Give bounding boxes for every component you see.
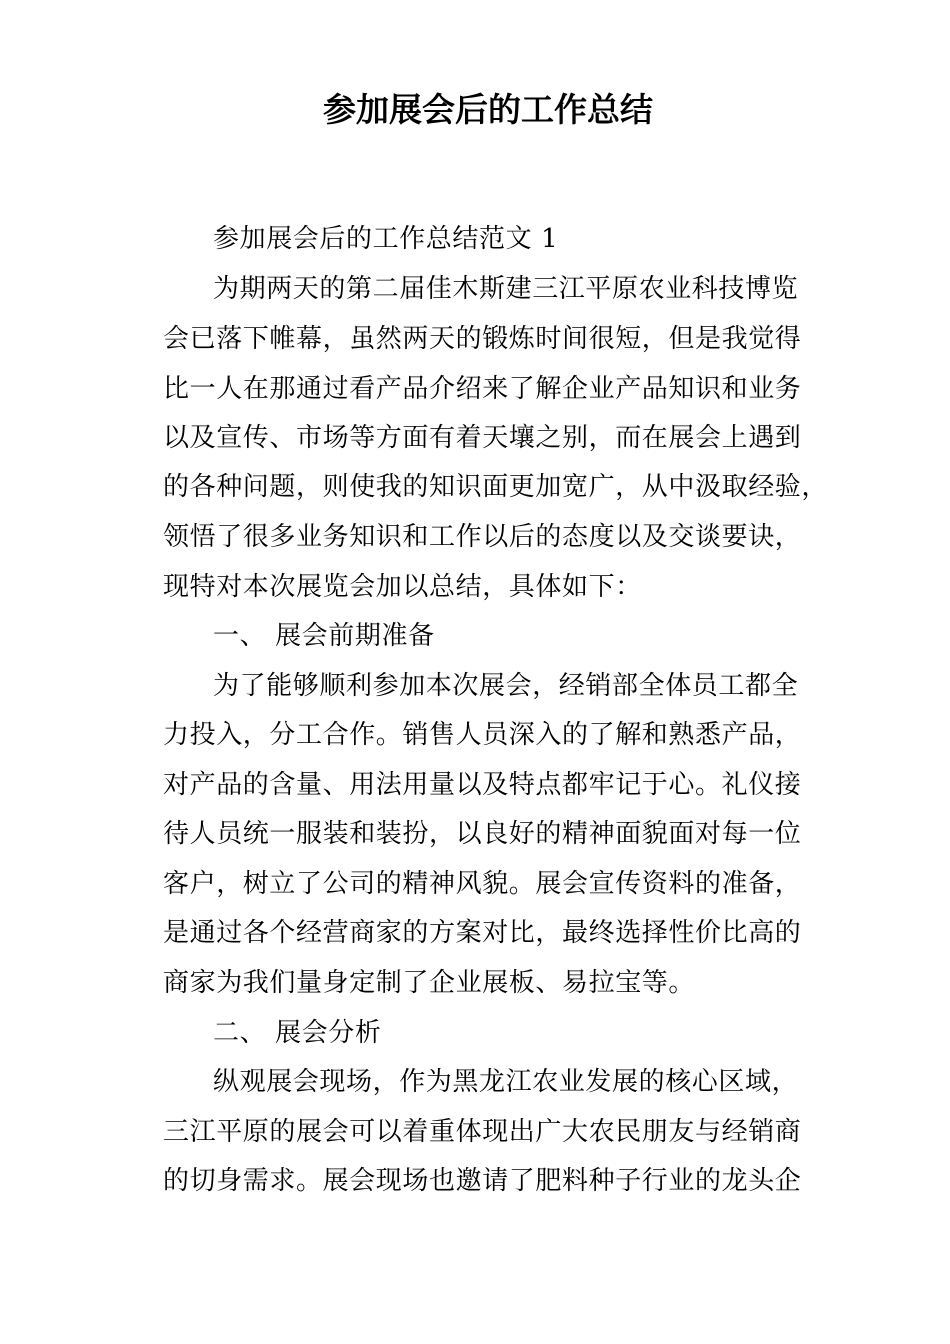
- paragraph-line: 商家为我们量身定制了企业展板、易拉宝等。: [163, 968, 696, 998]
- paragraph-line: 比一人在那通过看产品介绍来了解企业产品知识和业务: [163, 374, 802, 404]
- section-heading: 二、 展会分析: [213, 1018, 382, 1048]
- paragraph-line: 为了能够顺利参加本次展会，经销部全体员工都全: [213, 671, 799, 701]
- subtitle-line: 参加展会后的工作总结范文 1: [213, 224, 559, 254]
- paragraph-line: 现特对本次展览会加以总结，具体如下：: [163, 572, 642, 602]
- paragraph-line: 三江平原的展会可以着重体现出广大农民朋友与经销商: [163, 1117, 802, 1147]
- paragraph-line: 是通过各个经营商家的方案对比，最终选择性价比高的: [163, 918, 802, 948]
- paragraph-line: 的各种问题，则使我的知识面更加宽广，从中汲取经验，: [163, 472, 829, 502]
- paragraph-line: 以及宣传、市场等方面有着天壤之别，而在展会上遇到: [163, 423, 802, 453]
- paragraph-line: 力投入，分工合作。销售人员深入的了解和熟悉产品，: [163, 720, 802, 750]
- document-title: 参加展会后的工作总结: [323, 90, 653, 129]
- paragraph-line: 会已落下帷幕，虽然两天的锻炼时间很短，但是我觉得: [163, 324, 802, 354]
- paragraph-line: 领悟了很多业务知识和工作以后的态度以及交谈要诀，: [163, 522, 802, 552]
- paragraph-line: 的切身需求。展会现场也邀请了肥料种子行业的龙头企: [163, 1166, 802, 1196]
- paragraph-line: 为期两天的第二届佳木斯建三江平原农业科技博览: [213, 274, 799, 304]
- paragraph-line: 待人员统一服装和装扮，以良好的精神面貌面对每一位: [163, 819, 802, 849]
- paragraph-line: 对产品的含量、用法用量以及特点都牢记于心。礼仪接: [163, 770, 802, 800]
- paragraph-line: 纵观展会现场，作为黑龙江农业发展的核心区域，: [213, 1067, 799, 1097]
- paragraph-line: 客户，树立了公司的精神风貌。展会宣传资料的准备，: [163, 869, 802, 899]
- section-heading: 一、 展会前期准备: [213, 621, 435, 651]
